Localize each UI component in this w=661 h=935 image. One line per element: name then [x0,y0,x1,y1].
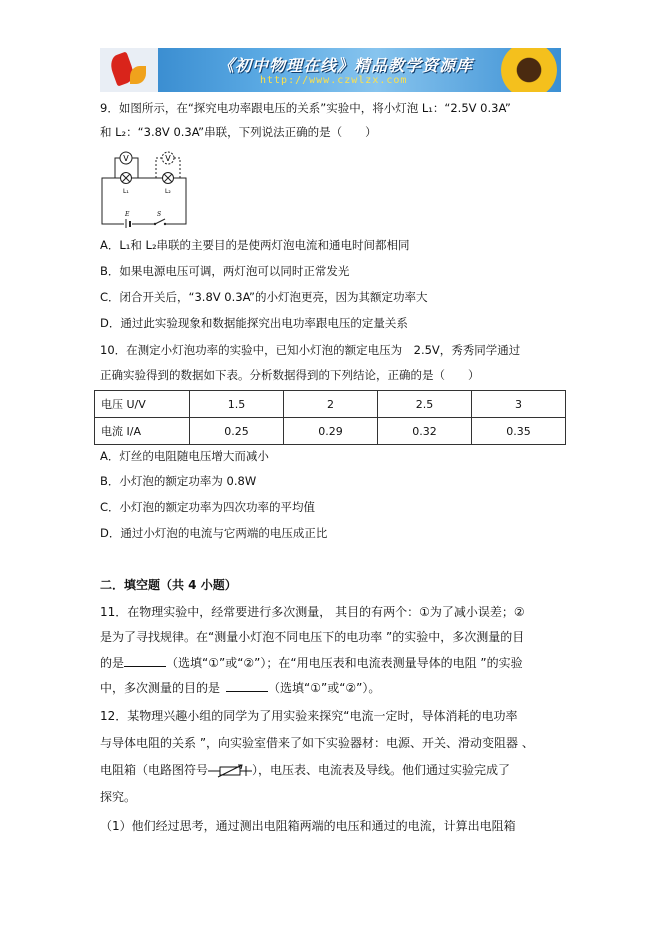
sunflower-icon [501,48,557,92]
q10-data-table [94,390,566,445]
circuit-e-label: E [125,211,130,218]
q9-stem-line1: 9．如图所示，在“探究电功率跟电压的关系”实验中，将小灯泡 L₁：“2.5V 0.3A” [100,101,511,115]
logo-leaf-icon [130,66,146,84]
table-cell: 0.32 [378,418,472,445]
q12-line3 [100,762,510,779]
lamp-l2-icon [163,173,174,184]
q10-option-a: A．灯丝的电阻随电压增大而减小 [100,449,269,463]
logo [100,48,158,92]
q12-line2: 与导体电阻的关系 ”，向实验室借来了如下实验器材：电源、开关、滑动变阻器 、 [100,736,534,750]
table-cell: 2.5 [378,391,472,418]
q12-line3-start: 电阻箱（电路图符号 [100,763,209,777]
q11-line4 [100,680,380,697]
table-row [95,391,566,418]
circuit-v1-label: V [123,154,129,163]
q9-circuit-diagram [100,148,200,228]
q12-line5: （1）他们经过思考，通过测出电阻箱两端的电压和通过的电流，计算出电阻箱 [100,819,516,833]
header-banner [100,48,561,92]
q11-line1: 11．在物理实验中，经常要进行多次测量， 其目的有两个：①为了减小误差；② [100,605,525,619]
q9-option-a: A．L₁和 L₂串联的主要目的是使两灯泡电流和通电时间都相同 [100,238,410,252]
table-cell: 1.5 [190,391,284,418]
table-cell: 2 [284,391,378,418]
table-row [95,418,566,445]
answer-blank-1[interactable] [124,655,166,667]
table-header-voltage: 电压 U/V [95,391,190,418]
q12-line4: 探究。 [100,790,137,804]
table-cell: 0.35 [472,418,566,445]
answer-blank-2[interactable] [226,680,268,692]
q10-stem-line1: 10．在测定小灯泡功率的实验中，已知小灯泡的额定电压为 2.5V，秀秀同学通过 [100,343,521,357]
table-cell: 0.29 [284,418,378,445]
q9-option-c: C．闭合开关后，“3.8V 0.3A”的小灯泡更亮，因为其额定功率大 [100,290,428,304]
q10-option-b: B．小灯泡的额定功率为 0.8W [100,474,257,488]
circuit-v2-label: V [165,154,171,163]
table-cell: 0.25 [190,418,284,445]
q11-line2: 是为了寻找规律。在“测量小灯泡不同电压下的电功率 ”的实验中，多次测量的目 [100,630,525,644]
lamp-l1-icon [121,173,132,184]
q11-line3 [100,655,523,672]
q11-line4-start: 中，多次测量的目的是 [100,681,221,695]
q9-stem-line2: 和 L₂：“3.8V 0.3A”串联，下列说法正确的是（ ） [100,125,377,139]
q11-line3-end: （选填“①”或“②”）；在“用电压表和电流表测量导体的电阻 ”的实验 [166,656,523,670]
circuit-l2-label: L₂ [165,188,171,195]
resistance-box-symbol-icon [208,764,252,778]
table-cell: 3 [472,391,566,418]
q12-line3-end: ），电压表、电流表及导线。他们通过实验完成了 [252,763,511,777]
circuit-l1-label: L₁ [123,188,129,195]
q10-stem-line2: 正确实验得到的数据如下表。分析数据得到的下列结论，正确的是（ ） [100,368,480,382]
q11-line4-end: （选填“①”或“②”）。 [268,681,381,695]
section-heading: 二．填空题（共 4 小题） [100,578,237,592]
table-header-current: 电流 I/A [95,418,190,445]
q9-option-b: B．如果电源电压可调，两灯泡可以同时正常发光 [100,264,350,278]
q10-option-d: D．通过小灯泡的电流与它两端的电压成正比 [100,526,328,540]
q10-option-c: C．小灯泡的额定功率为四次功率的平均值 [100,500,316,514]
q11-line3-start: 的是 [100,656,125,670]
banner-url: http://www.czwlzx.com [260,75,408,86]
circuit-s-label: S [157,211,162,218]
q12-line1: 12．某物理兴趣小组的同学为了用实验来探究“电流一定时，导体消耗的电功率 [100,709,518,723]
q9-option-d: D．通过此实验现象和数据能探究出电功率跟电压的定量关系 [100,316,408,330]
banner-title: 《初中物理在线》精品教学资源库 [218,56,474,75]
